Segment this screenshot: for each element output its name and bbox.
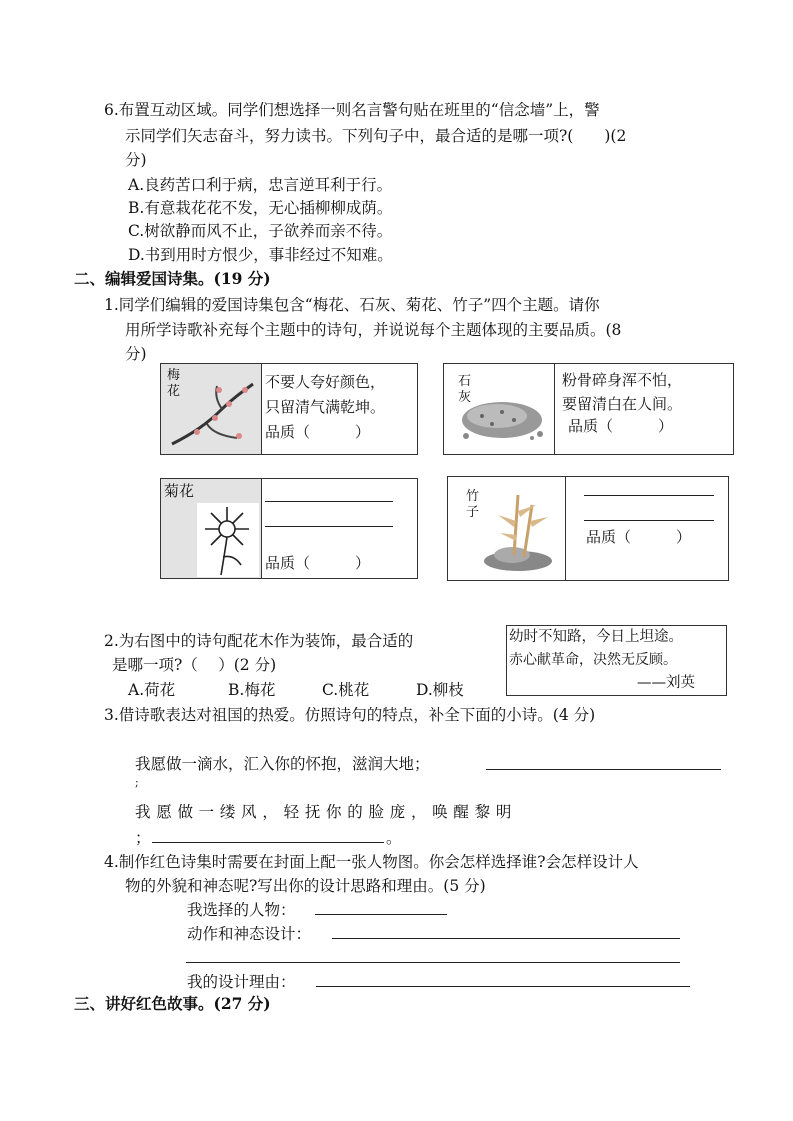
q6-line3: 分)	[125, 151, 147, 169]
bamboo-icon	[478, 491, 560, 571]
q4-line1: 4.制作红色诗集时需要在封面上配一张人物图。你会怎样选择谁?会怎样设计人	[104, 853, 639, 871]
q3-verse-2-end: 。	[386, 829, 402, 847]
q1-line3: 分)	[125, 345, 147, 363]
q4-reason-blank[interactable]	[316, 986, 690, 987]
q4-action-blank-1[interactable]	[332, 938, 680, 939]
q6-option-d: D.书到用时方恨少，事非经过不知难。	[128, 246, 393, 264]
q2-option-a: A.荷花	[128, 681, 176, 699]
card-chrysanthemum	[160, 478, 418, 579]
limestone-icon	[452, 386, 552, 442]
lime-verse-2: 要留清白在人间。	[562, 395, 683, 413]
section-3-title: 三、讲好红色故事。(27 分)	[74, 994, 271, 1013]
chrysanthemum-icon	[197, 503, 259, 577]
lime-label: 石灰	[458, 374, 472, 405]
q1-line2: 用所学诗歌补充每个主题中的诗句，并说说每个主题体现的主要品质。(8	[125, 321, 622, 339]
q3-verse-1-end: ;	[135, 776, 139, 789]
q4-reason-label: 我的设计理由：	[187, 973, 296, 991]
plum-quality-blank[interactable]: 品质（ ）	[265, 423, 371, 441]
q6-option-b: B.有意栽花花不发，无心插柳柳成荫。	[128, 199, 393, 217]
bamboo-quality-blank[interactable]: 品质（ ）	[586, 528, 692, 546]
q6-line2: 示同学们矢志奋斗，努力读书。下列句子中，最合适的是哪一项?( )(2	[125, 127, 627, 145]
chrysanthemum-verse-line-1[interactable]	[265, 501, 393, 502]
lime-verse-1: 粉骨碎身浑不怕，	[562, 371, 683, 389]
q3-verse-2: 我 愿 做 一 缕 风 ， 轻 抚 你 的 脸 庞 ， 唤 醒 黎 明	[135, 803, 512, 821]
q6-line1: 6.布置互动区域。同学们想选择一则名言警句贴在班里的“信念墙”上，警	[104, 101, 600, 119]
q1-line1: 1.同学们编辑的爱国诗集包含“梅花、石灰、菊花、竹子”四个主题。请你	[104, 296, 600, 314]
chrysanthemum-label: 菊花	[164, 482, 195, 500]
poem-author: ——刘英	[637, 675, 695, 691]
q4-person-blank[interactable]	[315, 914, 447, 915]
q4-line2: 物的外貌和神态呢?写出你的设计思路和理由。(5 分)	[125, 877, 486, 895]
q3-verse-2-blank[interactable]	[152, 842, 384, 843]
poem-line-2: 赤心献革命，决然无反顾。	[509, 652, 677, 668]
q3-verse-1: 我愿做一滴水，汇入你的怀抱，滋润大地；	[135, 755, 430, 773]
q2-line1: 2.为右图中的诗句配花木作为装饰，最合适的	[104, 632, 414, 650]
bamboo-verse-line-1[interactable]	[584, 495, 714, 496]
chrysanthemum-verse-line-2[interactable]	[265, 526, 393, 527]
bamboo-label: 竹子	[466, 489, 480, 520]
card-plum	[160, 363, 418, 455]
q4-action-label: 动作和神态设计：	[187, 925, 312, 943]
poem-box	[506, 625, 727, 696]
lime-quality-blank[interactable]: 品质（ ）	[568, 417, 674, 435]
section-2-title: 二、编辑爱国诗集。(19 分)	[74, 269, 271, 288]
q6-option-c: C.树欲静而风不止，子欲养而亲不待。	[128, 222, 393, 240]
q3-verse-2-start: ；	[135, 829, 151, 847]
plum-verse-1: 不要人夸好颜色，	[265, 373, 386, 391]
card-lime	[443, 363, 734, 455]
poem-line-1: 幼时不知路，今日上坦途。	[509, 629, 683, 645]
plum-label: 梅花	[167, 368, 181, 399]
card-bamboo	[447, 476, 729, 581]
plum-verse-2: 只留清气满乾坤。	[265, 398, 386, 416]
chrysanthemum-quality-blank[interactable]: 品质（ ）	[265, 554, 371, 572]
plum-branch-icon	[167, 374, 257, 450]
q4-person-label: 我选择的人物：	[187, 901, 296, 919]
q2-option-c: C.桃花	[322, 681, 370, 699]
bamboo-verse-line-2[interactable]	[584, 520, 714, 521]
q6-option-a: A.良药苦口利于病，忠言逆耳利于行。	[128, 176, 393, 194]
q4-action-blank-2[interactable]	[186, 962, 680, 963]
q3-line1: 3.借诗歌表达对祖国的热爱。仿照诗句的特点，补全下面的小诗。(4 分)	[104, 706, 596, 724]
q2-option-b: B.梅花	[228, 681, 276, 699]
q2-line2: 是哪一项?（ ）(2 分)	[112, 656, 277, 674]
q3-verse-1-blank[interactable]	[486, 769, 721, 770]
q2-option-d: D.柳枝	[416, 681, 464, 699]
